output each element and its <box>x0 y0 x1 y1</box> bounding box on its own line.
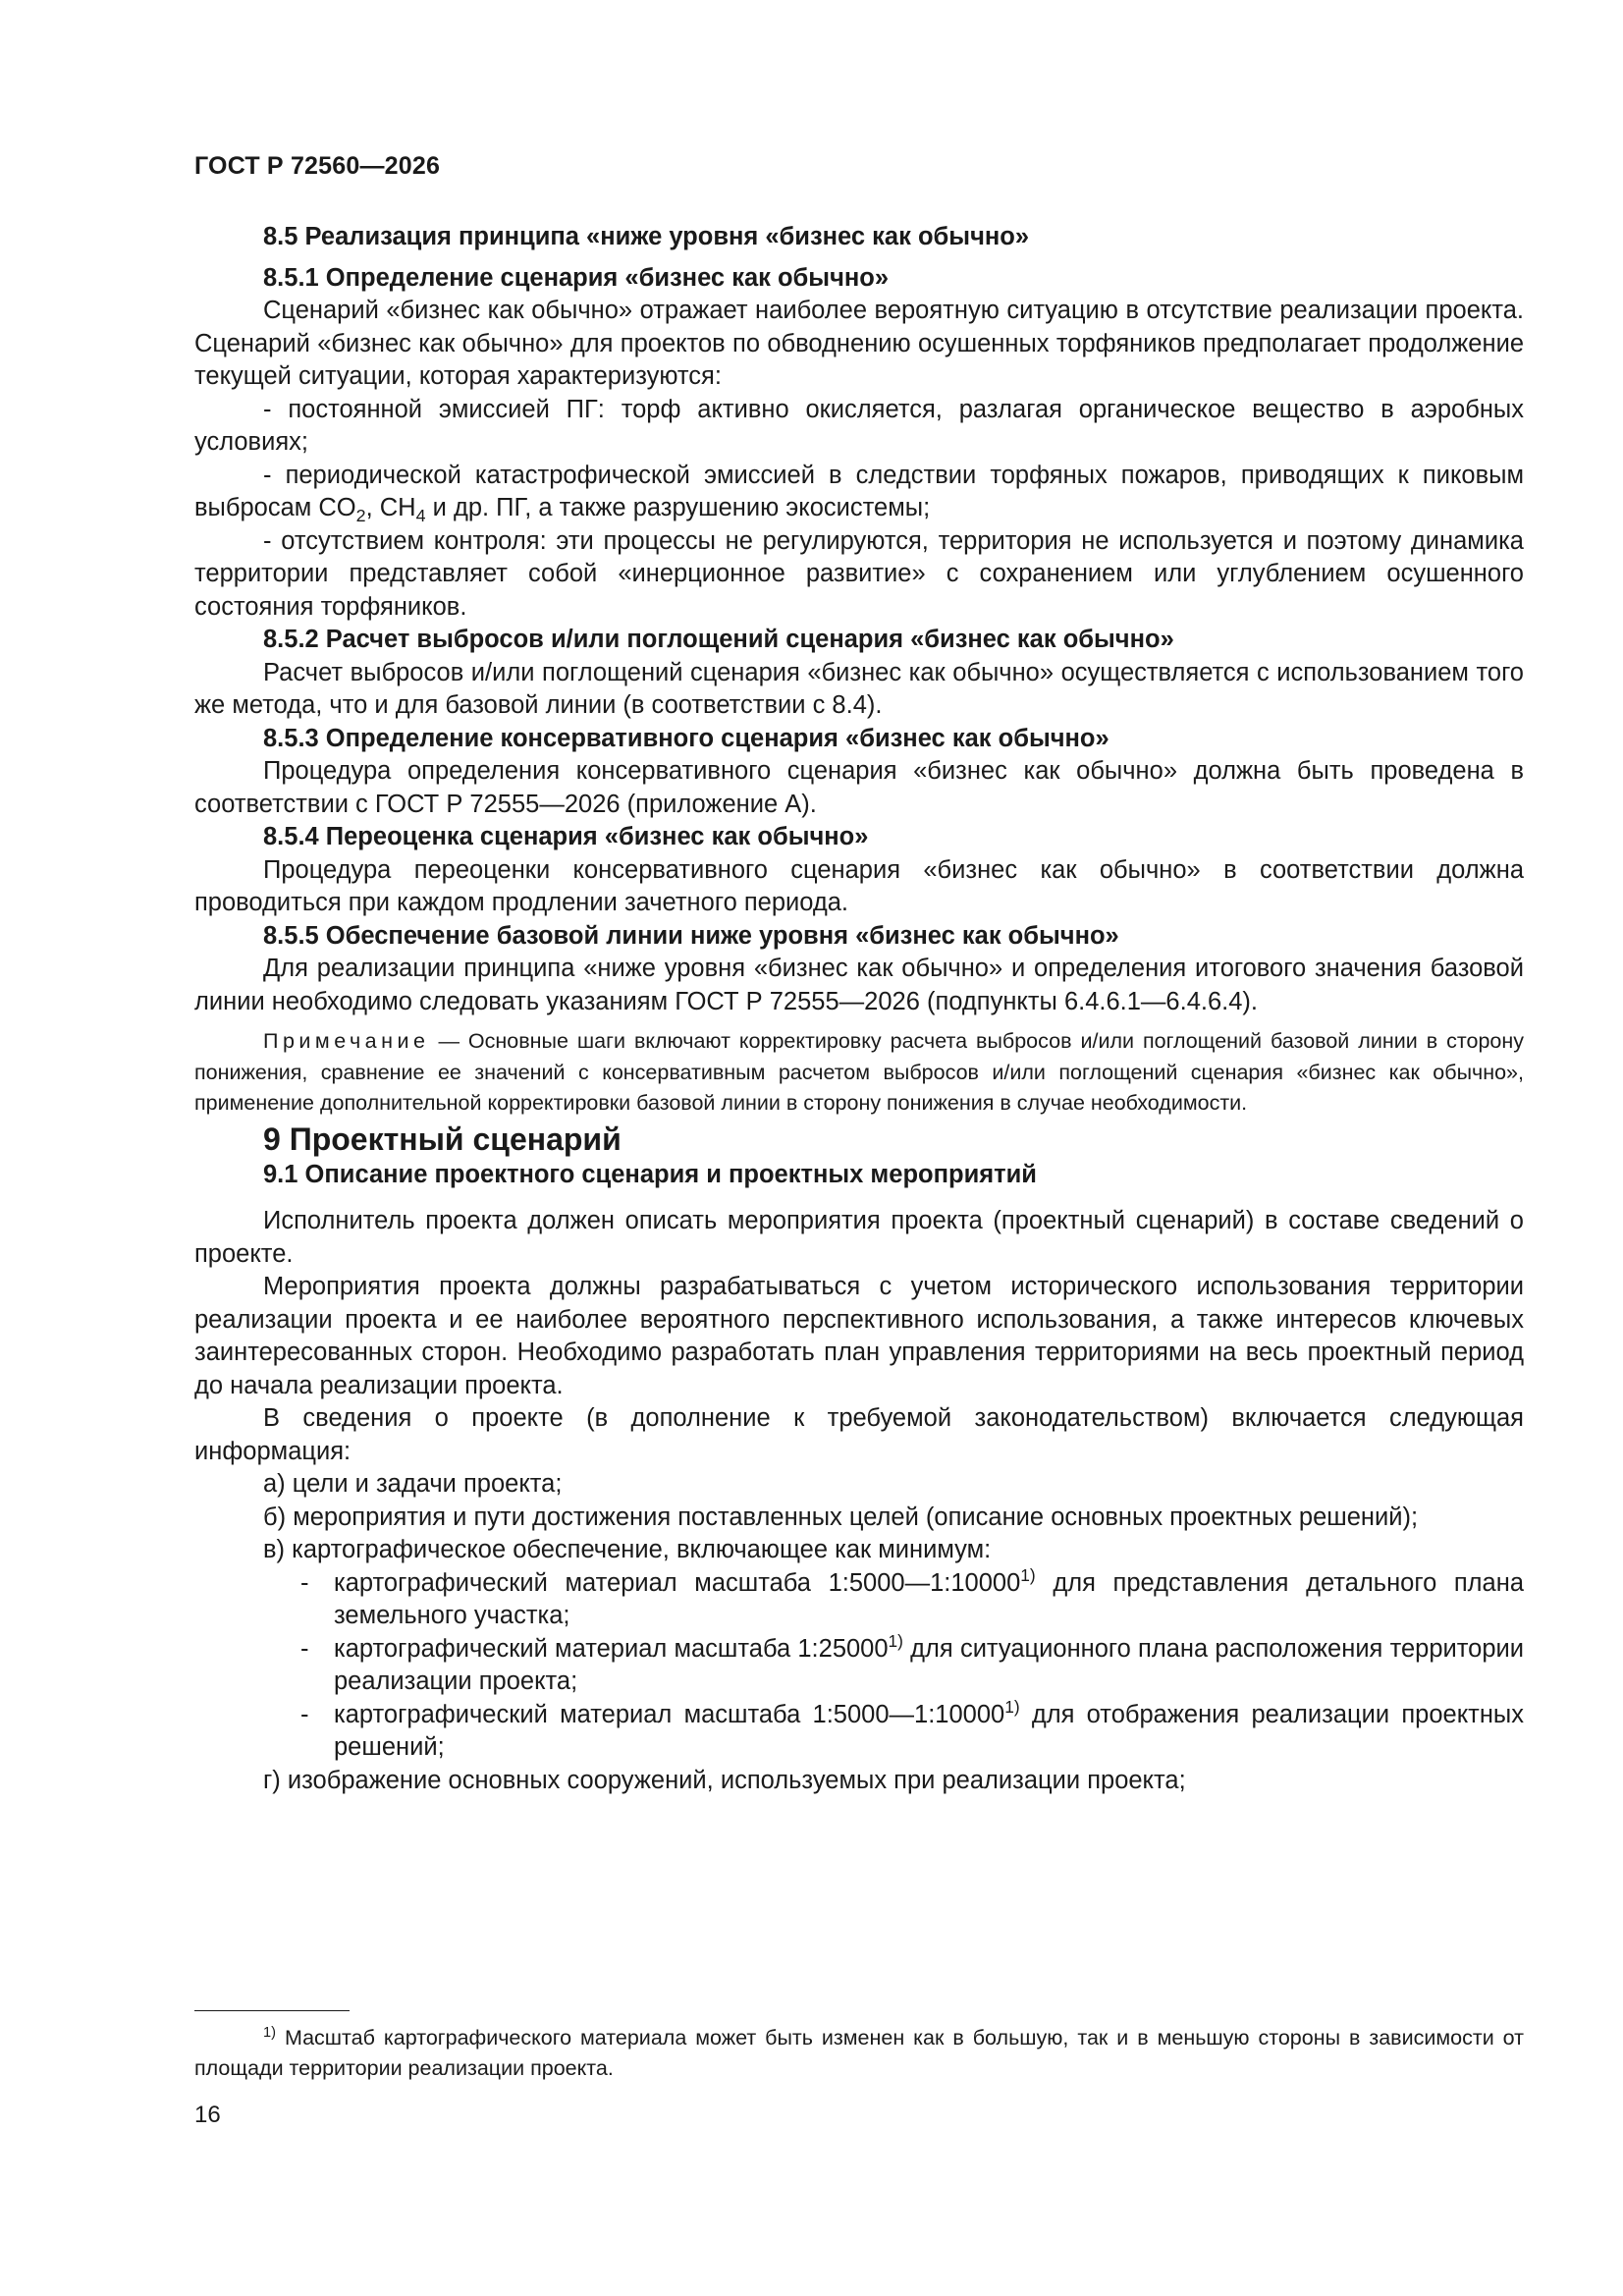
bullet-constant-emission: - постоянной эмиссией ПГ: торф активно окисляется, разлагая органическое вещество в аэробных условиях; <box>194 395 1524 456</box>
note-block <box>194 1026 1524 1120</box>
list-item-d-label: г) <box>263 1766 281 1794</box>
page-number: 16 <box>194 2102 221 2128</box>
section-8-5-1-heading: 8.5.1 Определение сценария «бизнес как обычно» <box>263 263 890 292</box>
section-8-5-4-paragraph: Процедура переоценки консервативного сценария «бизнес как обычно» в соответствии должна проводиться при каждом продлении зачетного периода. <box>194 855 1524 916</box>
document-code-header: ГОСТ Р 72560—2026 <box>194 152 441 180</box>
footnote-text: Масштаб картографического материала может быть изменен как в большую, так и в меньшую стороны в зависимости от площади территории реализации проекта. <box>194 2026 1524 2080</box>
footnote-mark: 1) <box>263 2024 276 2041</box>
footnote <box>194 2023 1524 2084</box>
section-9-heading: 9 Проектный сценарий <box>263 1121 622 1157</box>
note-text: — Основные шаги включают корректировку расчета выбросов и/или поглощений базовой линии в сторону понижения, сравнение ее значений с консервативным расчетом выбросов и/или поглощений сценария «бизнес как обычно», применение дополнительной корректировки базовой линии в сторону понижения в случае необходимости. <box>194 1029 1524 1115</box>
sub-list-item-2: - картографический материал масштаба 1:25000$^{1)}$ для ситуационного плана расположения территории реализации проекта; <box>300 1630 1525 1695</box>
section-8-5-2-paragraph: Расчет выбросов и/или поглощений сценария «бизнес как обычно» осуществляется с использованием того же метода, что и для базовой линии (в соответствии с 8.4). <box>194 658 1524 719</box>
note-label: Примечание <box>263 1029 430 1053</box>
list-item-a-label: а) <box>263 1470 286 1498</box>
section-9-1-paragraph-2: Мероприятия проекта должны разрабатываться с учетом исторического использования территории реализации проекта и ее наиболее вероятного перспективного использования, а также интересов ключевых заинтересованных сторон. Необходимо разработать план управления территориями на весь проектный период до начала реализации проекта. <box>194 1273 1524 1399</box>
section-8-5-4-heading: 8.5.4 Переоценка сценария «бизнес как обычно» <box>263 823 869 850</box>
section-9-1-paragraph-3: В сведения о проекте (в дополнение к требуемой законодательством) включается следующая информация: <box>194 1404 1524 1465</box>
page-content <box>194 221 1524 1797</box>
list-item-b: б) мероприятия и пути достижения поставленных целей (описание основных проектных решений); <box>263 1503 1419 1531</box>
footnote-divider <box>194 2010 350 2011</box>
bullet-no-control: - отсутствием контроля: эти процессы не регулируются, территория не используется и поэтому динамика территории представляет собой «инерционное развитие» с сохранением или углублением осушенного состояния торфяников. <box>194 526 1524 621</box>
section-8-5-5-paragraph: Для реализации принципа «ниже уровня «бизнес как обычно» и определения итогового значения базовой линии необходимо следовать указаниям ГОСТ Р 72555—2026 (подпункты 6.4.6.1—6.4.6.4). <box>194 955 1524 1015</box>
section-8-5-heading: 8.5 Реализация принципа «ниже уровня «бизнес как обычно» <box>263 223 1030 250</box>
section-8-5-2-heading: 8.5.2 Расчет выбросов и/или поглощений сценария «бизнес как обычно» <box>263 626 1174 653</box>
section-8-5-3-heading: 8.5.3 Определение консервативного сценария «бизнес как обычно» <box>263 724 1109 752</box>
list-item-d: г) изображение основных сооружений, используемых при реализации проекта; <box>263 1766 1186 1794</box>
section-8-5-3-paragraph: Процедура определения консервативного сценария «бизнес как обычно» должна быть проведена в соответствии с ГОСТ Р 72555—2026 (приложение А). <box>194 757 1524 818</box>
list-item-c-label: в) <box>263 1536 286 1563</box>
section-8-5-5-heading: 8.5.5 Обеспечение базовой линии ниже уровня «бизнес как обычно» <box>263 921 1119 950</box>
list-item-c: в) картографическое обеспечение, включающее как минимум: <box>263 1536 992 1563</box>
section-8-5-1-paragraph: Сценарий «бизнес как обычно» отражает наиболее вероятную ситуацию в отсутствие реализации проекта. Сценарий «бизнес как обычно» для проектов по обводнению осушенных торфяников предполагает продолжение текущей ситуации, которая характеризуются: <box>194 297 1524 390</box>
bullet-catastrophic-emission: - периодической катастрофической эмиссией в следствии торфяных пожаров, приводящих к пиковым выбросам $CO_2$, $CH_4$ и др. ПГ, а также разрушению экосистемы; <box>194 461 1524 526</box>
sub-list-item-1: - картографический материал масштаба 1:5000—1:10000$^{1)}$ для представления детального плана земельного участка; <box>300 1564 1525 1629</box>
list-item-a: а) цели и задачи проекта; <box>263 1470 563 1498</box>
list-item-b-label: б) <box>263 1503 287 1531</box>
section-9-1-paragraph-1: Исполнитель проекта должен описать мероприятия проекта (проектный сценарий) в составе сведений о проекте. <box>194 1207 1524 1268</box>
sub-list-item-3: - картографический материал масштаба 1:5000—1:10000$^{1)}$ для отображения реализации проектных решений; <box>300 1696 1524 1761</box>
section-9-1-heading: 9.1 Описание проектного сценария и проектных мероприятий <box>263 1160 1037 1188</box>
